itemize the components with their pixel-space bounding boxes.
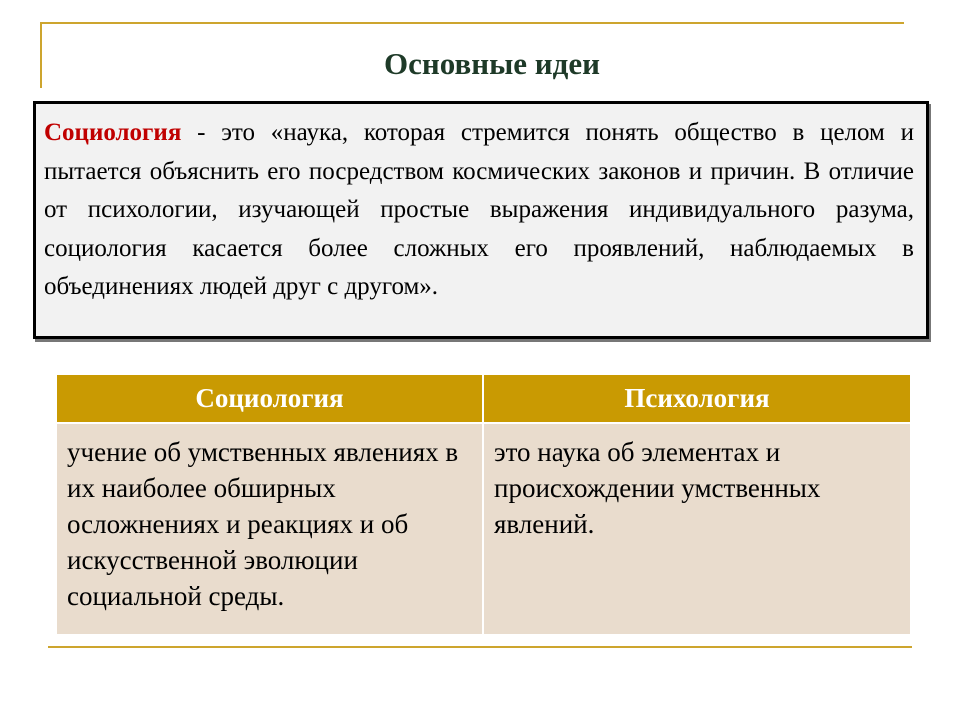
decorative-line-top: [40, 22, 904, 24]
header-psychology: Психология: [483, 375, 910, 423]
definition-text: - это «наука, которая стремится понять общество в целом и пытается объяснить его посредством космических законов и причин. В отличие от психологии, изучающей простые выражения индивидуального разума, социология касается более сложных его проявлений, наблюдаемых в объединениях людей друг с другом».: [44, 119, 914, 300]
decorative-line-bottom: [48, 646, 912, 648]
definition-term: Социология: [44, 119, 182, 146]
table-row: [57, 423, 910, 634]
cell-psychology: это наука об элементах и происхождении умственных явлений.: [483, 423, 910, 634]
definition-box: [33, 101, 929, 339]
header-sociology: Социология: [57, 375, 483, 423]
cell-sociology: учение об умственных явлениях в их наиболее обширных осложнениях и реакциях и об искусственной эволюции социальной среды.: [57, 423, 483, 634]
table-header-row: [57, 375, 910, 423]
comparison-table: [57, 375, 910, 634]
slide-title: Основные идеи: [384, 46, 600, 81]
